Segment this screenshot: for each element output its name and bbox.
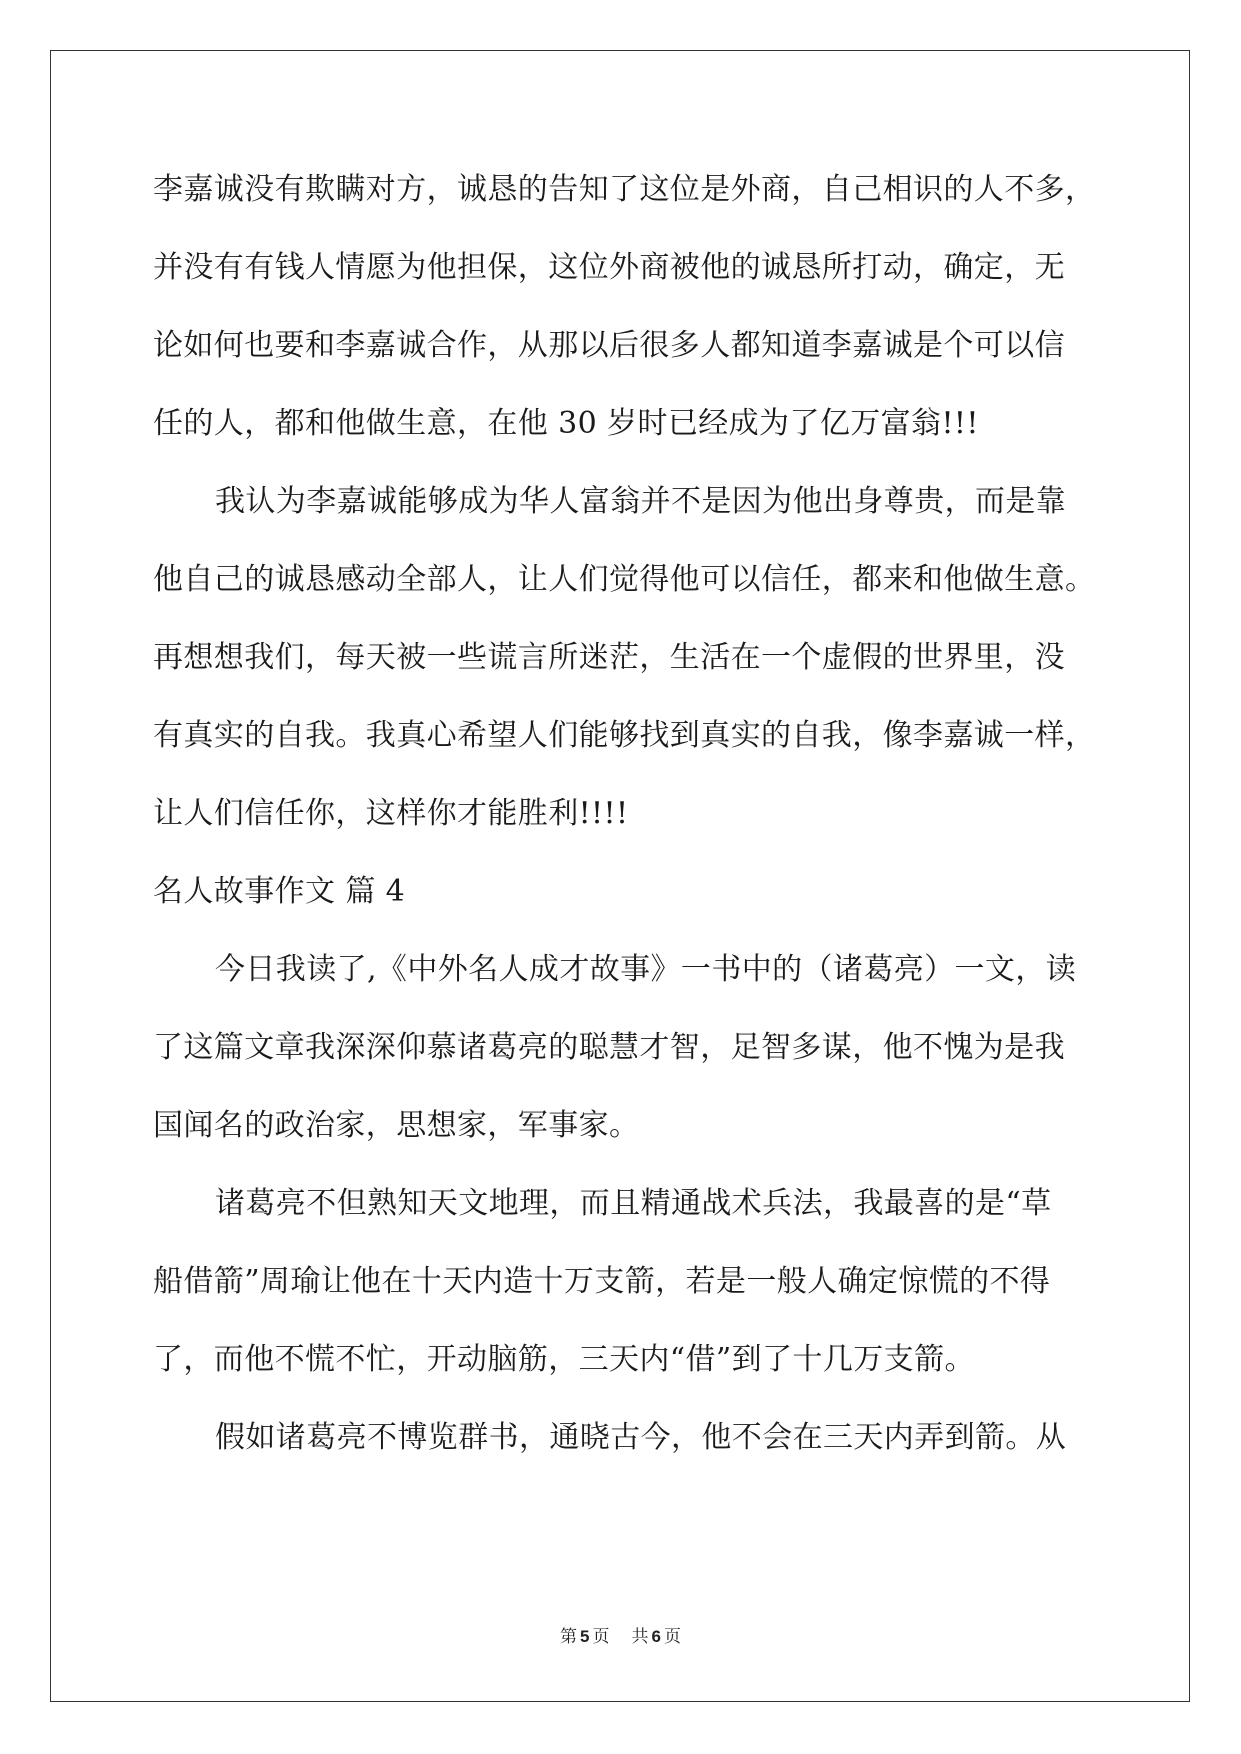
text-line: 国闻名的政治家，思想家，军事家。 [153,1108,640,1143]
text-line: 有真实的自我。我真心希望人们能够找到真实的自我，像李嘉诚一样， [153,718,1096,753]
page-total: 6 [651,1627,661,1646]
text-line: 船借箭”周瑜让他在十天内造十万支箭，若是一般人确定惊慌的不得 [153,1264,1051,1299]
page-total-suffix: 页 [663,1627,681,1647]
text-line: 李嘉诚没有欺瞒对方，诚恳的告知了这位是外商，自己相识的人不多， [153,172,1096,207]
text-line: 论如何也要和李嘉诚合作，从那以后很多人都知道李嘉诚是个可以信 [153,328,1065,363]
section-heading: 名人故事作文 篇 4 [153,874,406,909]
page-total-prefix: 共 [631,1627,649,1647]
text-line: 我认为李嘉诚能够成为华人富翁并不是因为他出身尊贵，而是靠 [215,484,1067,519]
text-line: 并没有有钱人情愿为他担保，这位外商被他的诚恳所打动，确定，无 [153,250,1065,285]
text-line: 再想想我们，每天被一些谎言所迷茫，生活在一个虚假的世界里，没 [153,640,1065,675]
text-line: 他自己的诚恳感动全部人，让人们觉得他可以信任，都来和他做生意。 [153,562,1096,597]
text-line: 让人们信任你，这样你才能胜利!!!! [153,796,629,831]
page-number-current: 5 [580,1627,590,1646]
page-number-prefix: 第 [560,1627,578,1647]
text-line: 了，而他不慌不忙，开动脑筋，三天内“借”到了十几万支箭。 [153,1342,975,1377]
text-line: 今日我读了,《中外名人成才故事》一书中的（诸葛亮）一文，读 [215,952,1077,987]
text-line: 诸葛亮不但熟知天文地理，而且精通战术兵法，我最喜的是“草 [215,1186,1052,1221]
document-body [153,163,1096,1489]
page-number-suffix: 页 [592,1627,610,1647]
text-line: 假如诸葛亮不博览群书，通晓古今，他不会在三天内弄到箭。从 [215,1420,1067,1455]
text-line: 了这篇文章我深深仰慕诸葛亮的聪慧才智，足智多谋，他不愧为是我 [153,1030,1065,1065]
text-line: 任的人，都和他做生意，在他 30 岁时已经成为了亿万富翁!!! [153,406,979,441]
page-footer [0,1622,1241,1647]
